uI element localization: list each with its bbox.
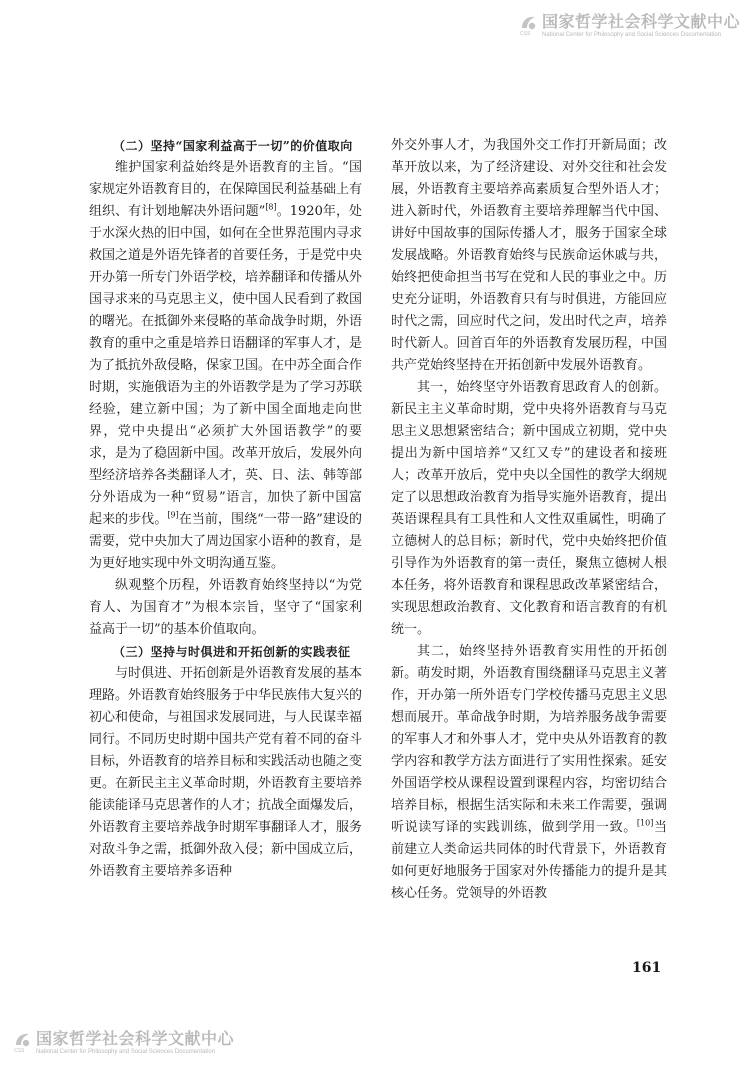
watermark-bottom — [14, 1031, 234, 1055]
watermark-top — [520, 14, 740, 38]
left-column — [89, 135, 362, 883]
paragraph-continued: 外交外事人才，为我国外交工作打开新局面；改革开放以来，为了经济建设、对外交往和社会发展，外语教育主要培养高素质复合型外语人才；进入新时代，外语教育主要培养理解当代中国、讲好中国故事的国际传播人才，服务于国家全球发展战略。外语教育始终与民族命运休戚与共，始终把使命担当书写在党和人民的事业之中。历史充分证明，外语教育只有与时俱进，方能回应时代之需，回应时代之问，发出时代之声，培养时代新人。回首百年的外语教育发展历程，中国共产党始终坚持在开拓创新中发展外语教育。 — [391, 138, 667, 373]
page-number: 161 — [632, 960, 662, 976]
paragraph: 其一，始终坚守外语教育思政育人的创新。新民主主义革命时期，党中央将外语教育与马克思主义思想紧密结合；新中国成立初期，党中央提出为新中国培养“又红又专”的建设者和接班人；改革开放后，党中央以全国性的教学大纲规定了以思想政治教育为指导实施外语教育，提出英语课程具有工具性和人文性双重属性，明确了立德树人的总目标；新时代，党中央始终把价值引导作为外语教育的第一责任，聚焦立德树人根本任务，将外语教育和课程思政改革紧密结合，实现思想政治教育、文化教育和语言教育的有机统一。 — [391, 380, 667, 637]
section-heading-2: （二）坚持“国家利益高于一切”的价值取向 — [113, 139, 353, 153]
citation-ref[interactable]: [9] — [167, 510, 179, 520]
svg-text:CSS: CSS — [520, 31, 531, 36]
paragraph: 维护国家利益始终是外语教育的主旨。“国家规定外语教育目的，在保障国民利益基础上有组织、有计划地解决外语问题”[8]。1920年，处于水深火热的旧中国，如何在全世界范围内寻求救国之道是外语先锋者的首要任务，于是党中央开办第一所专门外语学校，培养翻译和传播从外国寻求来的马克思主义，使中国人民看到了救国的曙光。在抵御外来侵略的革命战争时期，外语教育的重中之重是培养日语翻译的军事人才，是为了抵抗外敌侵略，保家卫国。在中苏全面合作时期，实施俄语为主的外语教学是为了学习苏联经验，建立新中国；为了新中国全面地走向世界，党中央提出“必须扩大外国语教学”的要求，是为了稳固新中国。改革开放后，发展外向型经济培养各类翻译人才，英、日、法、韩等部分外语成为一种“贸易”语言，加快了新中国富起来的步伐。[9]在当前，围绕“一带一路”建设的需要，党中央加大了周边国家小语种的教育，是为更好地实现中外文明沟通互鉴。 — [89, 160, 363, 571]
ncpssd-logo-icon — [520, 14, 538, 36]
section-heading-3: （三）坚持与时俱进和开拓创新的实践表征 — [113, 645, 351, 659]
paragraph: 与时俱进、开拓创新是外语教育发展的基本理路。外语教育始终服务于中华民族伟大复兴的初心和使命，与祖国求发展同进，与人民谋幸福同行。不同历史时期中国共产党有着不同的奋斗目标，外语教育的培养目标和实践活动也随之变更。在新民主主义革命时期，外语教育主要培养能读能译马克思著作的人才；抗战全面爆发后，外语教育主要培养战争时期军事翻译人才，服务对敌斗争之需，抵御外敌入侵；新中国成立后，外语教育主要培养多语种 — [89, 666, 363, 879]
ncpssd-logo-icon — [14, 1031, 32, 1053]
citation-ref[interactable]: [8] — [265, 202, 277, 212]
paragraph: 纵观整个历程，外语教育始终坚持以“为党育人、为国育才”为根本宗旨，坚守了“国家利益高于一切”的基本价值取向。 — [89, 578, 362, 637]
watermark-name-cn: 国家哲学社会科学文献中心 — [36, 1029, 235, 1048]
watermark-name-en: National Center for Philosophy and Social Sciences Documentation — [36, 1049, 216, 1055]
citation-ref[interactable]: [10] — [636, 818, 654, 828]
svg-text:CSS: CSS — [14, 1048, 25, 1053]
right-column — [391, 135, 667, 905]
watermark-name-en: National Center for Philosophy and Social Sciences Documentation — [542, 32, 722, 38]
watermark-name-cn: 国家哲学社会科学文献中心 — [542, 12, 741, 31]
paragraph: 其二，始终坚持外语教育实用性的开拓创新。萌发时期，外语教育围绕翻译马克思主义著作，开办第一所外语专门学校传播马克思主义思想而展开。革命战争时期，为培养服务战争需要的军事人才和外事人才，党中央从外语教育的教学内容和教学方法方面进行了实用性探索。延安外国语学校从课程设置到课程内容，均密切结合培养目标，根据生活实际和未来工作需要，强调听说读写译的实践训练，做到学用一致。[10]当前建立人类命运共同体的时代背景下，外语教育如何更好地服务于国家对外传播能力的提升是其核心任务。党领导的外语教 — [391, 644, 667, 901]
